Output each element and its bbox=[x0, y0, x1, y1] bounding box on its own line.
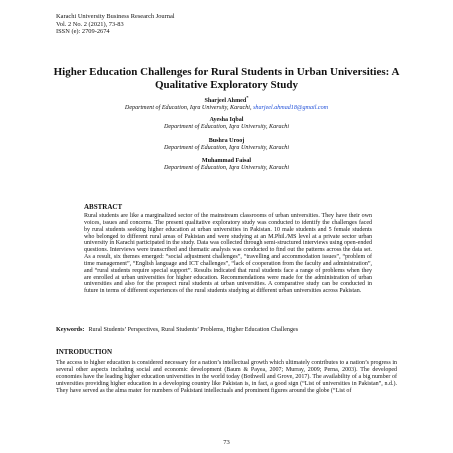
author-affiliation: Department of Education, Iqra University, Karachi, sharjeel.ahmad18@gmail.com bbox=[124, 105, 329, 112]
page-number: 73 bbox=[223, 439, 230, 446]
author-affiliation: Department of Education, Iqra University, Karachi bbox=[163, 124, 290, 131]
paper-title: Higher Education Challenges for Rural Students in Urban Universities: A Qualitative Exploratory Study bbox=[53, 66, 400, 91]
journal-header bbox=[56, 13, 175, 36]
journal-volume: Vol. 2 No. 2 (2021), 73-83 bbox=[56, 20, 124, 28]
author-block bbox=[60, 158, 393, 172]
author-block bbox=[60, 94, 393, 112]
keywords-text: Rural Students’ Perspectives, Rural Students’ Problems, Higher Education Challenges bbox=[88, 327, 299, 333]
journal-issn: ISSN (e): 2709-2674 bbox=[56, 28, 110, 36]
author-block bbox=[60, 138, 393, 152]
introduction-text: The access to higher education is considered necessary for a nation’s intellectual growth which ultimately contributes to a nation’s progress in several other aspects including social and economic development (Baum & Payea, 2007; Murray, 2009; Perna, 2003). The developed economies have the leading higher education universities in the world today (Bothwell and Grove, 2017). The availability of a big number of universities providing higher education in a developing country like Pakistan is, in fact, a good sign (“List of universities in Pakistan”, n.d.). They have served as the alma mater for numbers of Pakistani intellectuals and prominent figures around the globe (“List of bbox=[56, 360, 397, 394]
keywords bbox=[56, 327, 374, 334]
author-affiliation: Department of Education, Iqra University, Karachi bbox=[163, 145, 290, 152]
journal-name: Karachi University Business Research Journal bbox=[56, 13, 175, 20]
author-name: Ayesha Iqbal bbox=[209, 117, 244, 123]
author-name: Sharjeel Ahmed* bbox=[204, 95, 249, 105]
author-affiliation: Department of Education, Iqra University, Karachi bbox=[163, 165, 290, 172]
author-name: Bushra Urooj bbox=[208, 138, 245, 144]
author-email[interactable]: sharjeel.ahmad18@gmail.com bbox=[253, 105, 329, 112]
introduction-heading: INTRODUCTION bbox=[56, 348, 113, 356]
abstract-heading: ABSTRACT bbox=[84, 203, 123, 211]
author-block bbox=[60, 117, 393, 131]
abstract-text: Rural students are like a marginalized sector of the mainstream classrooms of urban universities. They have their own voices, issues and concerns. The present qualitative exploratory study was conducted to identify the challenges faced by rural students seeking higher education at urban universities in Pakistan. 10 male students and 5 female students who belonged to different rural areas of Pakistan and were studying at an M.Phil./MS level at a private sector urban university in Karachi participated in the study. Data was collected through semi-structured interviews using open-ended questions. Interviews were transcribed and thematic analysis was conducted to find out the patterns across the data set. As a result, six themes emerged: “social adjustment challenges”, “travelling and accommodation issues”, “problem of time management”, “English language and ICT challenges”, “lack of cooperation from the faculty and administration”, and “rural students require special support”. Results indicated that rural students face a range of problems when they are enrolled at urban universities for higher education. Recommendations were made for the administration of urban universities and also for the prospect rural students at urban universities. A comparative study can be conducted in future in terms of different experiences of the rural students studying at different urban universities across Pakistan. bbox=[84, 213, 372, 295]
author-name: Muhammad Faisal bbox=[201, 158, 252, 164]
keywords-label: Keywords: bbox=[56, 327, 85, 333]
